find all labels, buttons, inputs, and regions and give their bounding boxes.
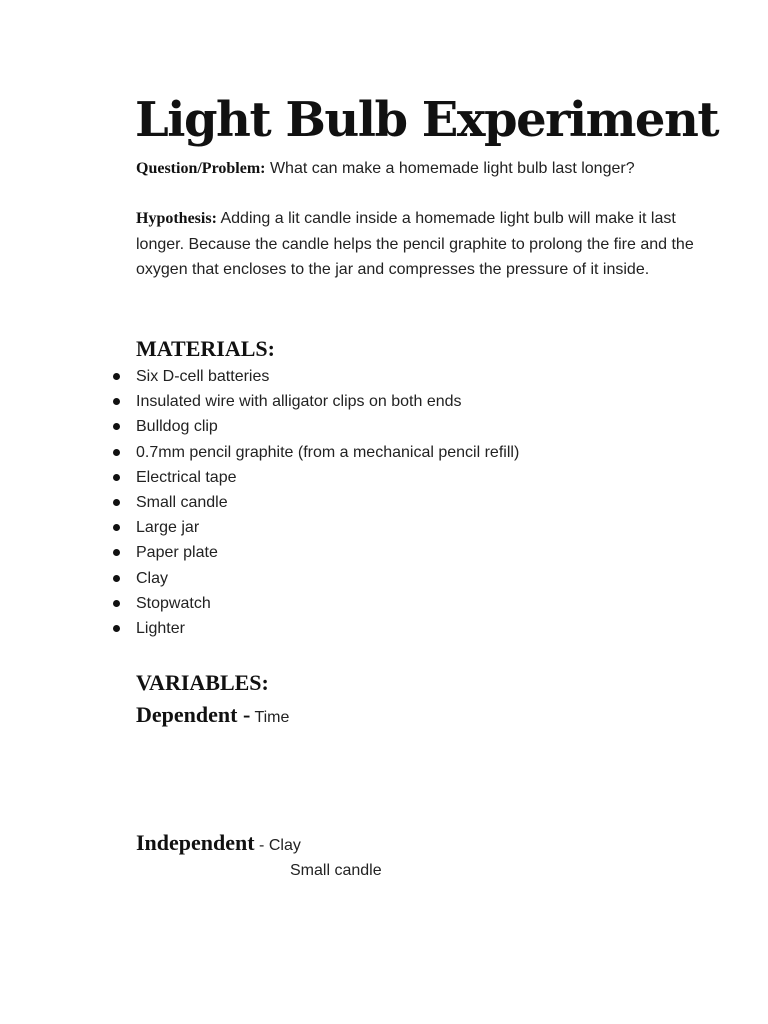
bullet-icon bbox=[113, 449, 120, 456]
material-text: Insulated wire with alligator clips on both ends bbox=[136, 393, 462, 411]
dependent-value: Time bbox=[254, 709, 290, 726]
material-text: Paper plate bbox=[136, 544, 218, 562]
material-text: Stopwatch bbox=[136, 594, 211, 612]
materials-list bbox=[0, 364, 768, 641]
material-text: 0.7mm pencil graphite (from a mechanical pencil refill) bbox=[136, 443, 520, 461]
bullet-icon bbox=[113, 524, 120, 531]
variables-heading: VARIABLES: bbox=[136, 670, 269, 695]
dependent-label: Dependent - bbox=[136, 702, 251, 727]
list-item bbox=[0, 616, 768, 641]
hypothesis-label: Hypothesis: bbox=[136, 210, 217, 227]
material-text: Small candle bbox=[136, 493, 228, 511]
independent-separator: - bbox=[259, 837, 265, 854]
material-text: Six D-cell batteries bbox=[136, 368, 270, 385]
bullet-icon bbox=[113, 575, 120, 582]
list-item bbox=[0, 591, 768, 616]
question-label: Question/Problem: bbox=[136, 160, 266, 177]
independent-value: Clay bbox=[268, 837, 301, 854]
material-text: Large jar bbox=[136, 519, 200, 537]
list-item bbox=[0, 364, 768, 389]
page-title: Light Bulb Experiment bbox=[135, 92, 719, 148]
list-item bbox=[0, 515, 768, 540]
independent-value-secondary: Small candle bbox=[290, 862, 382, 879]
bullet-icon bbox=[113, 499, 120, 506]
dependent-variable bbox=[136, 700, 289, 733]
bullet-icon bbox=[113, 474, 120, 481]
question-text: What can make a homemade light bulb last longer? bbox=[269, 160, 635, 177]
material-text: Bulldog clip bbox=[136, 418, 218, 436]
list-item bbox=[0, 414, 768, 439]
question-paragraph bbox=[136, 156, 696, 182]
bullet-icon bbox=[113, 625, 120, 632]
list-item bbox=[0, 389, 768, 414]
bullet-icon bbox=[113, 549, 120, 556]
material-text: Clay bbox=[136, 569, 169, 587]
material-text: Lighter bbox=[136, 619, 185, 637]
bullet-icon bbox=[113, 423, 120, 430]
material-text: Electrical tape bbox=[136, 468, 237, 486]
list-item bbox=[0, 490, 768, 515]
list-item bbox=[0, 440, 768, 465]
materials-heading: MATERIALS: bbox=[136, 336, 275, 361]
list-item bbox=[0, 566, 768, 591]
bullet-icon bbox=[113, 373, 120, 380]
bullet-icon bbox=[113, 600, 120, 607]
independent-variable bbox=[136, 828, 301, 861]
list-item bbox=[0, 540, 768, 565]
hypothesis-text: Adding a lit candle inside a homemade light bulb will make it last longer. Because the candle helps the pencil graphite to prolong the fire and the oxygen that encloses to the jar and compresses the pressure of it inside. bbox=[136, 210, 694, 278]
independent-label: Independent bbox=[136, 830, 255, 855]
hypothesis-paragraph bbox=[136, 206, 696, 283]
bullet-icon bbox=[113, 398, 120, 405]
list-item bbox=[0, 465, 768, 490]
